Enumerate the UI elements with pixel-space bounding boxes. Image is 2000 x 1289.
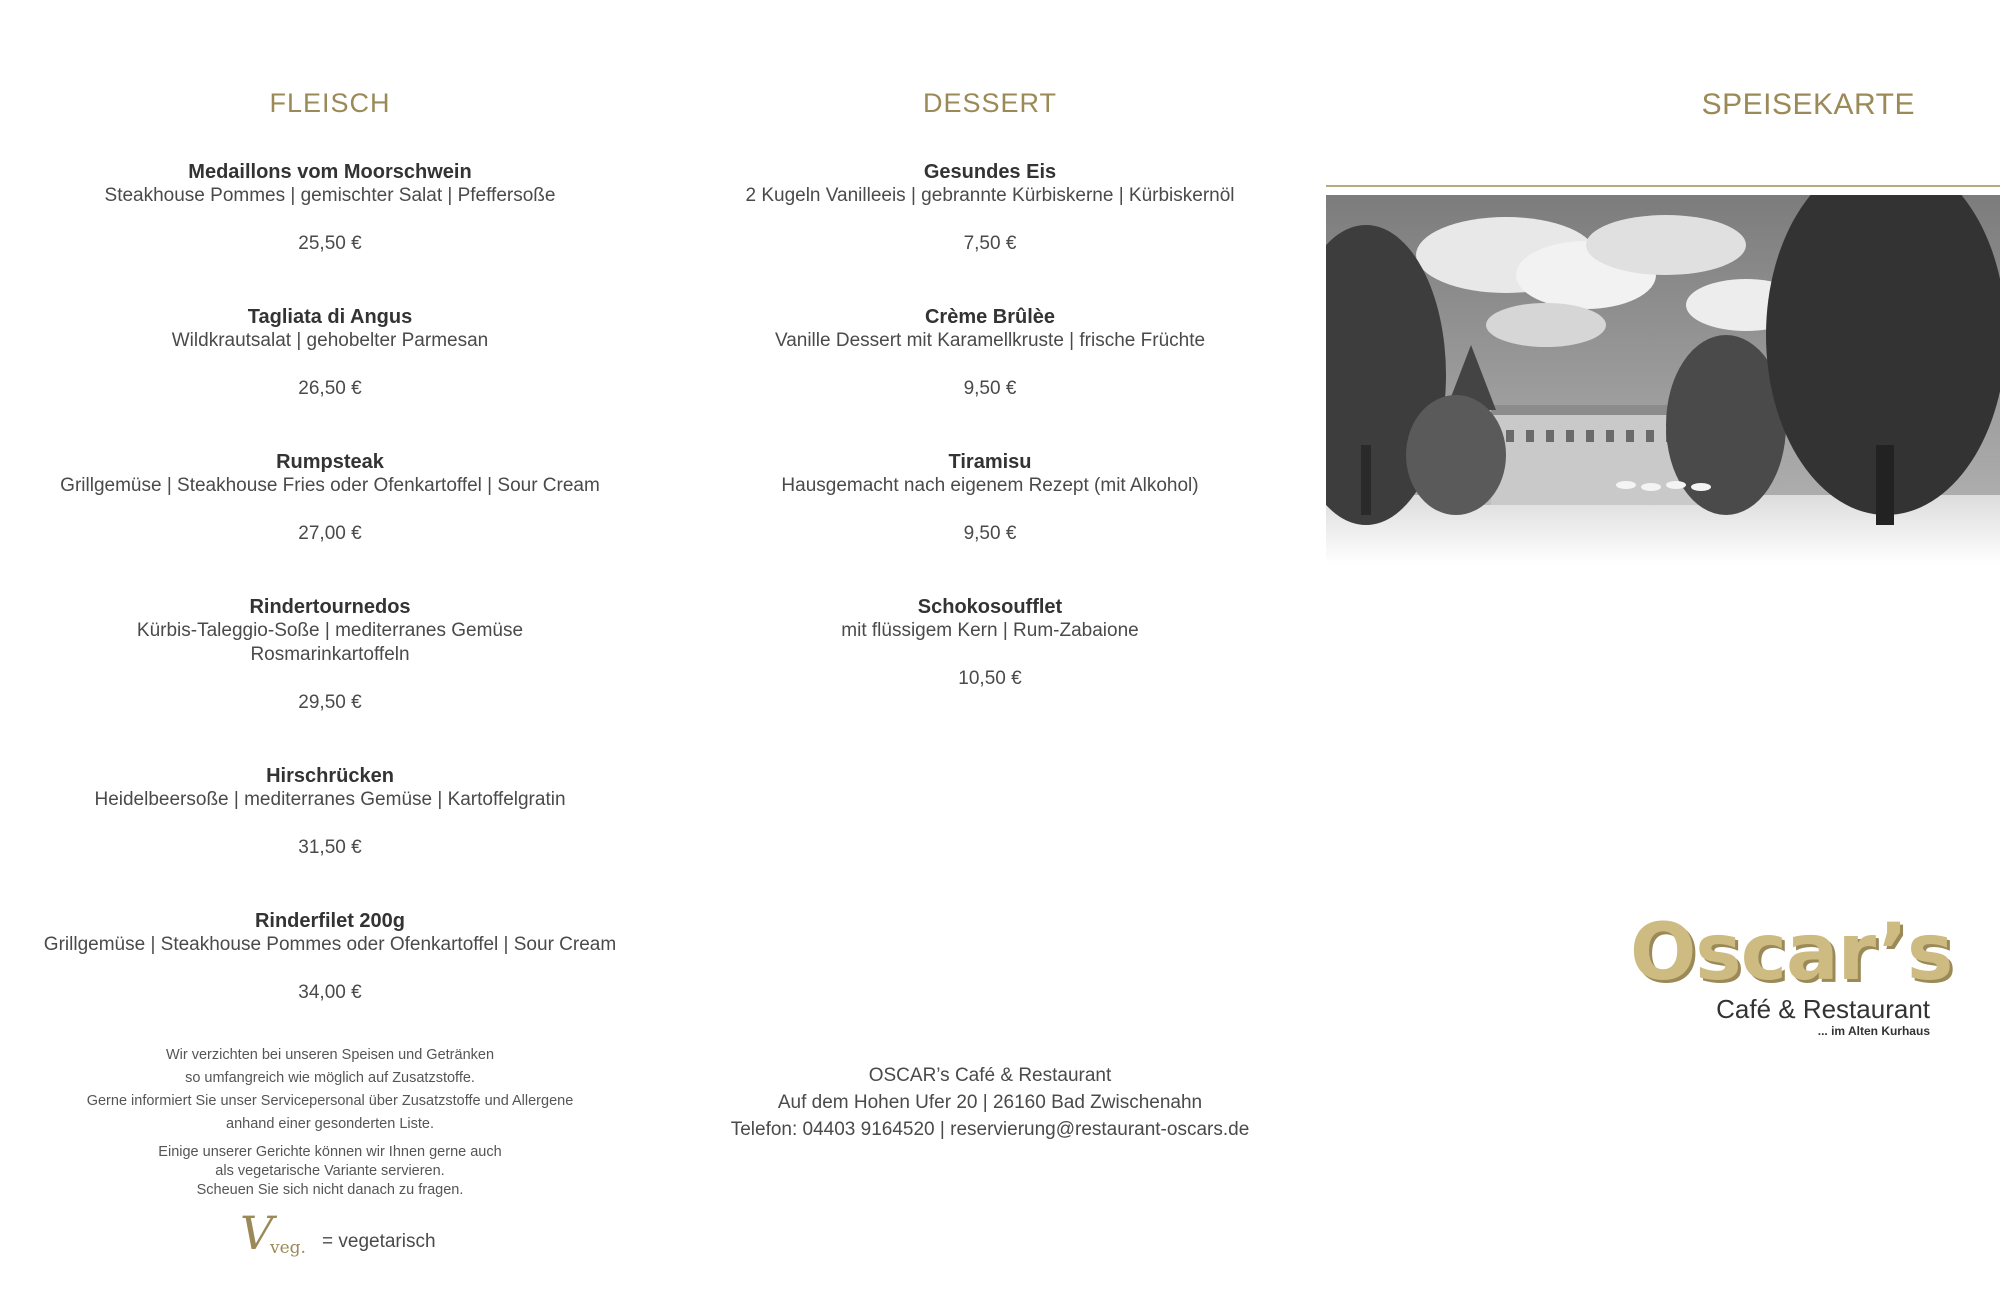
dish-name: Medaillons vom Moorschwein bbox=[188, 161, 472, 183]
dish-name: Tiramisu bbox=[948, 451, 1032, 473]
dish-name: Gesundes Eis bbox=[923, 161, 1057, 183]
menu-title: SPEISEKARTE bbox=[1701, 88, 1915, 121]
dish-description: 2 Kugeln Vanilleeis | gebrannte Kürbiskerne | Kürbiskernöl bbox=[745, 185, 1235, 206]
dish-price: 25,50 € bbox=[298, 233, 362, 254]
logo-wordmark: Oscar’s bbox=[1630, 908, 1953, 998]
dish-name: Crème Brûlèe bbox=[924, 306, 1056, 328]
dish-description: Kürbis-Taleggio-Soße | mediterranes Gemüse bbox=[136, 620, 524, 641]
notice-line: Gerne informiert Sie unser Servicepersonal über Zusatzstoffe und Allergene bbox=[86, 1093, 574, 1109]
dish-name: Hirschrücken bbox=[266, 765, 394, 787]
dish-description: Grillgemüse | Steakhouse Fries oder Ofenkartoffel | Sour Cream bbox=[60, 475, 600, 496]
dish-description: mit flüssigem Kern | Rum-Zabaione bbox=[841, 620, 1139, 641]
dish-description: Wildkrautsalat | gehobelter Parmesan bbox=[171, 330, 489, 351]
dish-name: Tagliata di Angus bbox=[247, 306, 413, 328]
divider bbox=[1326, 185, 2000, 187]
menu-item bbox=[660, 450, 1320, 546]
dish-price: 9,50 € bbox=[963, 378, 1017, 399]
dish-name: Rindertournedos bbox=[249, 596, 411, 618]
dish-description-line2: Rosmarinkartoffeln bbox=[250, 644, 410, 665]
notice-line: Einige unserer Gerichte können wir Ihnen gerne auch bbox=[158, 1144, 502, 1160]
kurhaus-photo-graphic bbox=[1326, 195, 2000, 565]
restaurant-address bbox=[660, 1062, 1320, 1143]
section-title-fleisch: FLEISCH bbox=[269, 88, 391, 118]
dish-price: 26,50 € bbox=[298, 378, 362, 399]
dish-description: Heidelbeersoße | mediterranes Gemüse | Kartoffelgratin bbox=[94, 789, 566, 810]
dish-description: Grillgemüse | Steakhouse Pommes oder Ofenkartoffel | Sour Cream bbox=[43, 934, 617, 955]
menu-item bbox=[0, 595, 660, 715]
vegetarian-icon-text: veg. bbox=[270, 1238, 306, 1258]
notice-line: Scheuen Sie sich nicht danach zu fragen. bbox=[196, 1182, 464, 1198]
allergen-notice bbox=[0, 1044, 660, 1136]
menu-item bbox=[0, 305, 660, 401]
notice-line: Wir verzichten bei unseren Speisen und Getränken bbox=[165, 1047, 495, 1063]
dish-name: Rumpsteak bbox=[276, 451, 384, 473]
notice-line: anhand einer gesonderten Liste. bbox=[226, 1116, 434, 1132]
menu-item bbox=[660, 305, 1320, 401]
street-address: Auf dem Hohen Ufer 20 | 26160 Bad Zwischenahn bbox=[777, 1092, 1203, 1113]
vegetarian-icon: V bbox=[240, 1206, 274, 1260]
vegetarian-notice bbox=[0, 1143, 660, 1200]
dish-name: Rinderfilet 200g bbox=[254, 910, 406, 932]
menu-item bbox=[660, 160, 1320, 256]
oscars-logo bbox=[1620, 908, 1953, 1048]
dish-price: 7,50 € bbox=[963, 233, 1017, 254]
menu-item bbox=[0, 909, 660, 1005]
logo-tagline: ... im Alten Kurhaus bbox=[1817, 1024, 1930, 1038]
vegetarian-legend bbox=[240, 1206, 480, 1262]
menu-item bbox=[660, 595, 1320, 691]
notice-line: so umfangreich wie möglich auf Zusatzstoffe. bbox=[185, 1070, 475, 1086]
dish-description: Hausgemacht nach eigenem Rezept (mit Alkohol) bbox=[781, 475, 1199, 496]
menu-item bbox=[0, 764, 660, 860]
dish-price: 27,00 € bbox=[298, 523, 362, 544]
vegetarian-legend-label: = vegetarisch bbox=[322, 1231, 436, 1252]
dish-description: Vanille Dessert mit Karamellkruste | frische Früchte bbox=[774, 330, 1206, 351]
logo-subtitle: Café & Restaurant bbox=[1716, 994, 1930, 1024]
dish-price: 29,50 € bbox=[298, 692, 362, 713]
contact-info: Telefon: 04403 9164520 | reservierung@restaurant-oscars.de bbox=[730, 1119, 1250, 1140]
dish-price: 9,50 € bbox=[963, 523, 1017, 544]
section-title-dessert: DESSERT bbox=[922, 88, 1058, 118]
notice-line: als vegetarische Variante servieren. bbox=[215, 1163, 445, 1179]
dish-price: 10,50 € bbox=[958, 668, 1022, 689]
dish-name: Schokosoufflet bbox=[917, 596, 1063, 618]
menu-item bbox=[0, 450, 660, 546]
dish-description: Steakhouse Pommes | gemischter Salat | Pfeffersoße bbox=[104, 185, 556, 206]
dish-price: 34,00 € bbox=[298, 982, 362, 1003]
kurhaus-photo bbox=[1326, 195, 2000, 565]
menu-item bbox=[0, 160, 660, 256]
restaurant-name: OSCAR’s Café & Restaurant bbox=[868, 1065, 1112, 1086]
dish-price: 31,50 € bbox=[298, 837, 362, 858]
